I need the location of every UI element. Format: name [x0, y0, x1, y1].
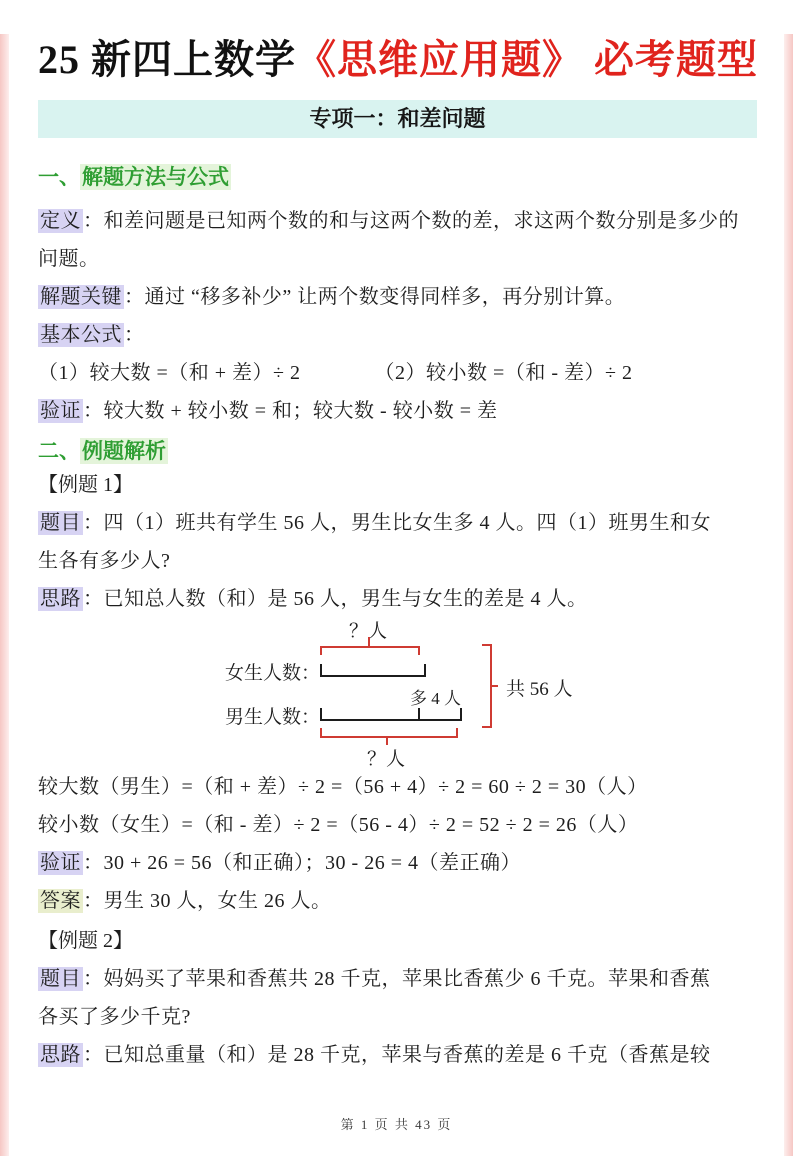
- example2-idea-line: [38, 1036, 757, 1074]
- diagram-girl-label: 女生人数：: [225, 663, 321, 684]
- formula-line: [38, 354, 757, 392]
- diagram-top-bracket-line: [320, 646, 420, 648]
- diagram-girl-bar: [320, 664, 426, 677]
- example1-calc-min-line: 较小数（女生）=（和 - 差）÷ 2 =（56 - 4）÷ 2 = 52 ÷ 2 = 26（人）: [38, 814, 639, 836]
- example2-question-label: 题目: [40, 968, 81, 990]
- heading-method-number: 一、: [38, 165, 80, 189]
- example1-question-label: 题目: [40, 512, 81, 534]
- page-edge-right: [784, 34, 793, 1156]
- example2-question-text-2: 各买了多少千克?: [38, 1006, 191, 1028]
- example1-verify-label: 验证: [40, 852, 81, 874]
- formula-2: （2）较小数 =（和 - 差）÷ 2: [374, 362, 633, 384]
- heading-examples-number: 二、: [38, 439, 80, 463]
- diagram-difference-label: 多 4 人: [410, 689, 461, 708]
- page-title-black: 25 新四上数学: [38, 37, 296, 82]
- formula-colon: ：: [124, 324, 145, 346]
- page-footer: 第 1 页 共 43 页: [340, 1117, 453, 1132]
- verify-label: 验证: [40, 400, 81, 422]
- diagram-boy-label: 男生人数：: [225, 707, 321, 728]
- worksheet-page: [0, 34, 793, 1074]
- heading-examples: [38, 436, 757, 466]
- diagram-top-bracket-tick-right: [418, 646, 420, 655]
- example2-question-text-1: ：妈妈买了苹果和香蕉共 28 千克，苹果比香蕉少 6 千克。苹果和香蕉: [83, 968, 711, 990]
- example1-answer-text: ：男生 30 人，女生 26 人。: [83, 890, 332, 912]
- example2-question-line-2: [38, 998, 757, 1036]
- example2-question-line-1: [38, 960, 757, 998]
- page-title-red: 《思维应用题》 必考题型: [296, 37, 758, 82]
- diagram-top-bracket-stem: [368, 637, 370, 646]
- heading-method: [38, 162, 757, 192]
- example1-question-text-2: 生各有多少人?: [38, 550, 171, 572]
- key-label: 解题关键: [40, 286, 122, 308]
- example1-verify-line: [38, 844, 757, 882]
- example1-question-line-2: [38, 542, 757, 580]
- diagram-total-brace-nub: [490, 685, 498, 687]
- example2-idea-text: ：已知总重量（和）是 28 千克，苹果与香蕉的差是 6 千克（香蕉是较: [83, 1044, 711, 1066]
- bar-diagram: [38, 616, 757, 768]
- page-edge-left: [0, 34, 9, 1156]
- diagram-top-bracket-tick-left: [320, 646, 322, 655]
- definition-line-1: [38, 202, 757, 240]
- definition-label: 定义: [40, 210, 81, 232]
- example1-answer-label: 答案: [40, 890, 81, 912]
- example1-question-text-1: ：四（1）班共有学生 56 人，男生比女生多 4 人。四（1）班男生和女: [83, 512, 711, 534]
- example1-question-line-1: [38, 504, 757, 542]
- diagram-bottom-bracket-line: [320, 736, 458, 738]
- example1-idea-line: [38, 580, 757, 618]
- diagram-bottom-question: ？人: [366, 749, 405, 770]
- diagram-total-brace-bottom: [482, 726, 490, 728]
- example2-idea-label: 思路: [40, 1044, 81, 1066]
- example1-idea-label: 思路: [40, 588, 81, 610]
- key-line: [38, 278, 757, 316]
- diagram-total-label: 共 56 人: [506, 679, 573, 700]
- heading-method-text: 解题方法与公式: [82, 165, 229, 189]
- example1-header: 【例题 1】: [38, 474, 133, 496]
- section-banner: [38, 100, 757, 138]
- diagram-boy-bar-divider: [418, 708, 420, 719]
- heading-examples-text: 例题解析: [82, 439, 166, 463]
- example1-verify-text: ：30 + 26 = 56（和正确）；30 - 26 = 4（差正确）: [83, 852, 521, 874]
- diagram-total-brace-top: [482, 644, 490, 646]
- verify-text: ：较大数 + 较小数 = 和；较大数 - 较小数 = 差: [83, 400, 498, 422]
- example2-header: 【例题 2】: [38, 930, 133, 952]
- formula-label: 基本公式: [40, 324, 122, 346]
- definition-text-2: 问题。: [38, 248, 100, 270]
- diagram-bottom-bracket-tick-left: [320, 728, 322, 736]
- diagram-boy-bar: [320, 708, 462, 721]
- example1-calc-max-line: 较大数（男生）=（和 + 差）÷ 2 =（56 + 4）÷ 2 = 60 ÷ 2 = 30（人）: [38, 776, 648, 798]
- definition-text-1: ：和差问题是已知两个数的和与这两个数的差，求这两个数分别是多少的: [83, 210, 739, 232]
- example1-idea-text: ：已知总人数（和）是 56 人，男生与女生的差是 4 人。: [83, 588, 588, 610]
- diagram-top-question: ？人: [348, 621, 387, 642]
- definition-line-2: [38, 240, 757, 278]
- example1-answer-line: [38, 882, 757, 920]
- section-banner-label: 专项一：和差问题: [309, 106, 486, 131]
- page-title: [38, 34, 757, 86]
- diagram-bottom-bracket-tick-right: [456, 728, 458, 736]
- key-text: ：通过 “移多补少” 让两个数变得同样多，再分别计算。: [124, 286, 626, 308]
- formula-1: （1）较大数 =（和 + 差）÷ 2: [38, 362, 301, 384]
- verify-line: [38, 392, 757, 430]
- formula-label-line: [38, 316, 757, 354]
